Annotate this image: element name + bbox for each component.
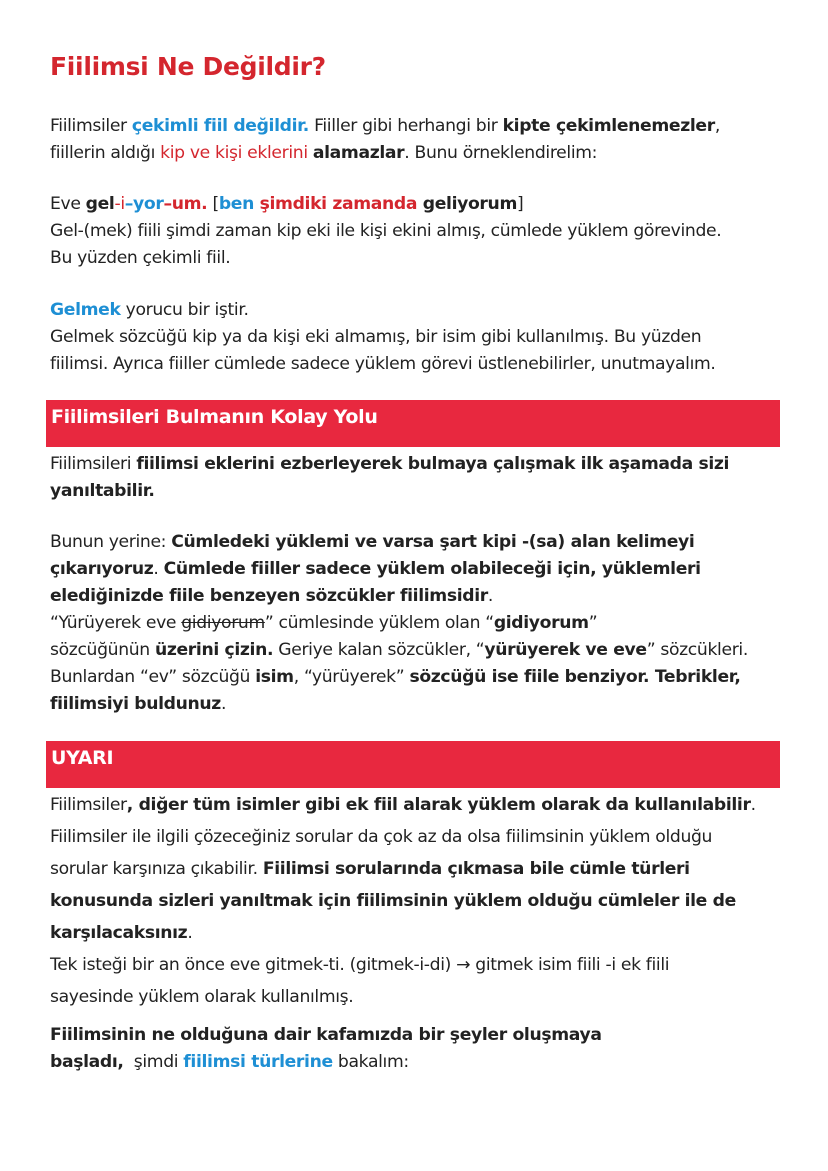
warning-paragraph [50,789,790,1013]
highlight-gelmek: Gelmek [50,300,121,320]
emphasis: Fiilimsi sorularında çıkmasa bile cümle türleri [262,859,690,879]
text: Eve [50,194,86,214]
text: ” sözcükleri. [646,640,748,660]
example-line: Tek isteği bir an önce eve gitmek-ti. (gitmek-i-di) → gitmek isim fiili -i ek fiili [50,955,670,975]
emphasis: gidiyorum [493,613,589,633]
highlight-ben: ben [218,194,254,214]
emphasis: konusunda sizleri yanıltmak için fiilimsinin yüklem olduğu cümleler ile de [50,891,736,911]
text: fiillerin aldığı [50,143,161,163]
emphasis: alamazlar [312,143,405,163]
emphasis: yanıltabilir. [50,481,155,501]
text: . [153,559,164,579]
suffix-i: -i [114,194,125,214]
text: Bunun yerine: [50,532,172,552]
emphasis: üzerini çizin. [154,640,274,660]
explanation-line: fiilimsi. Ayrıca fiiller cümlede sadece yüklem görevi üstlenebilirler, unutmayalım. [50,354,716,374]
text: . [187,923,193,943]
text: yorucu bir iştir. [120,300,249,320]
text: bakalım: [332,1052,409,1072]
section-heading-easy-way: Fiilimsileri Bulmanın Kolay Yolu [46,400,780,447]
text: “Yürüyerek eve [50,613,182,633]
emphasis: geliyorum [417,194,518,214]
suffix-yor: –yor [124,194,164,214]
text: . Bunu örneklendirelim: [404,143,598,163]
explanation-line: Gelmek sözcüğü kip ya da kişi eki almamış, bir isim gibi kullanılmış. Bu yüzden [50,327,702,347]
emphasis: karşılacaksınız [50,923,188,943]
text-line: Fiilimsiler ile ilgili çözeceğiniz sorular da çok az da olsa fiilimsinin yüklem olduğu [50,827,713,847]
emphasis: yürüyerek ve eve [484,640,647,660]
emphasis: Cümledeki yüklemi ve varsa şart kipi -(sa) alan kelimeyi [171,532,695,552]
text: . [750,795,756,815]
emphasis: , diğer tüm isimler gibi ek fiil alarak yüklem olarak da kullanılabilir [126,795,751,815]
explanation-line: Bu yüzden çekimli fiil. [50,248,231,268]
text: Geriye kalan sözcükler, “ [273,640,485,660]
example-conjugated-verb [50,191,790,272]
page-title: Fiilimsi Ne Değildir? [50,52,326,81]
emphasis: sözcüğü ise fiile benziyor. Tebrikler, [409,667,741,687]
section-heading-warning: UYARI [46,741,780,788]
text: sorular karşınıza çıkabilir. [50,859,263,879]
suffix-um: –um. [163,194,208,214]
text: [ [207,194,219,214]
text: Fiilimsiler [50,795,127,815]
emphasis: fiilimsi eklerini ezberleyerek bulmaya çalışmak ilk aşamada sizi [136,454,730,474]
text: Fiilimsiler [50,116,132,136]
emphasis: başladı, [50,1052,124,1072]
emphasis: fiilimsiyi buldunuz [50,694,221,714]
emphasis: elediğinizde fiile benzeyen sözcükler fiilimsidir [50,586,488,606]
section1-paragraph2 [50,529,790,718]
text: . [220,694,227,714]
intro-paragraph [50,113,790,167]
text: ” [588,613,598,633]
text: . [487,586,494,606]
text: Fiiller gibi herhangi bir [308,116,503,136]
highlight-blue: çekimli fiil değildir. [131,116,309,136]
closing-paragraph [50,1022,790,1076]
text: , [714,116,720,136]
struck-word: gidiyorum [181,613,265,633]
emphasis: Fiilimsinin ne olduğuna dair kafamızda bir şeyler oluşmaya [50,1025,602,1045]
text: Bunlardan “ev” sözcüğü [50,667,256,687]
highlight-red: kip ve kişi eklerini [160,143,308,163]
text: ] [517,194,524,214]
emphasis: isim [255,667,294,687]
root-gel: gel [85,194,115,214]
text: , “yürüyerek” [293,667,410,687]
example-verbal [50,297,790,378]
text: ” cümlesinde yüklem olan “ [264,613,494,633]
explanation-line: Gel-(mek) fiili şimdi zaman kip eki ile kişi ekini almış, cümlede yüklem görevinde. [50,221,722,241]
emphasis: kipte çekimlenemezler [502,116,715,136]
text: şimdi [123,1052,184,1072]
text: Fiilimsileri [50,454,137,474]
highlight-verbal-types: fiilimsi türlerine [183,1052,333,1072]
emphasis: Cümlede fiiller sadece yüklem olabileceği için, yüklemleri [163,559,701,579]
highlight-tense: şimdiki zamanda [253,194,418,214]
emphasis: çıkarıyoruz [50,559,154,579]
text: sözcüğünün [50,640,155,660]
example-line: sayesinde yüklem olarak kullanılmış. [50,987,354,1007]
section1-paragraph1 [50,451,790,505]
